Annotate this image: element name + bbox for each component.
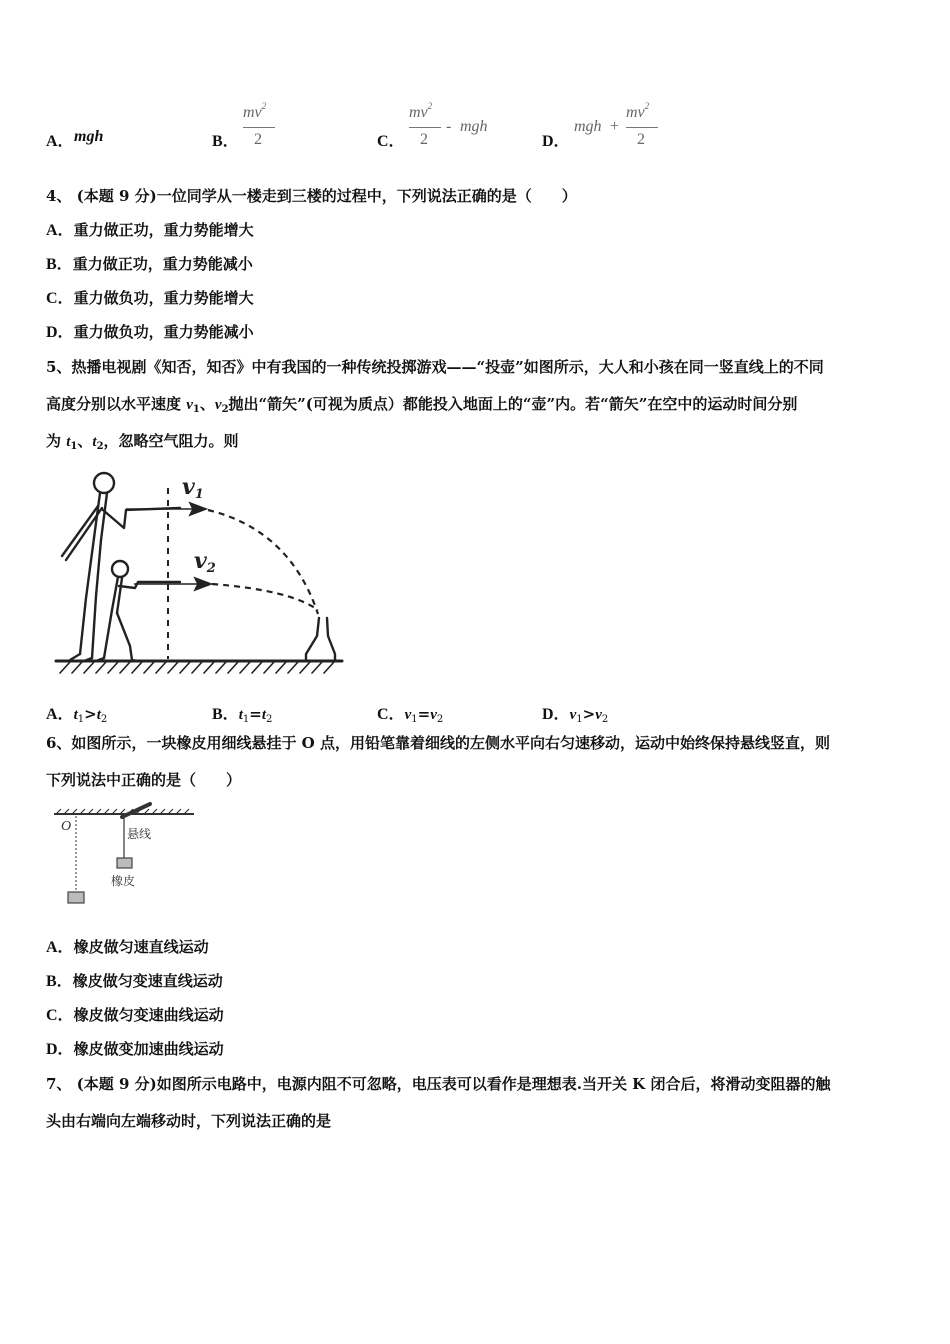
q3-option-c-minus: -: [446, 118, 452, 135]
q4-option-c: C．重力做负功，重力势能增大: [46, 289, 254, 307]
q3-option-a-expr: mgh: [74, 128, 104, 145]
q3-option-c-tail: mgh: [460, 118, 488, 135]
q5-stem-line3: 为 $t_1$、$t_2$，忽略空气阻力。则: [46, 432, 239, 452]
q6-figure: [50, 800, 200, 910]
q3-option-b-label: B．: [212, 133, 239, 150]
q3-option-c-fraction: $mv^2$ 2: [409, 104, 443, 152]
q6-option-d: D．橡皮做变加速曲线运动: [46, 1040, 224, 1058]
q5-option-d: D．$v_1>v_2$: [542, 705, 609, 725]
q7-stem-line2: 头由右端向左端移动时，下列说法正确的是: [46, 1112, 332, 1130]
q5-option-c: C．$v_1=v_2$: [377, 705, 444, 725]
q3-option-a-label: A．: [46, 133, 74, 150]
q6-fig-string-label: 悬线: [127, 827, 152, 841]
q7-stem-line1: 7、 (本题 9 分)如图所示电路中，电源内阻不可忽略，电压表可以看作是理想表.当开关 K 闭合后，将滑动变阻器的触: [46, 1075, 831, 1093]
q3-option-b-fraction: $mv^2$ 2: [243, 104, 277, 152]
q5-fig-v2-label: v2: [194, 548, 216, 576]
q3-option-d-label: D．: [542, 133, 570, 150]
q6-stem-line2: 下列说法中正确的是（ ）: [46, 771, 242, 789]
q5-option-a: A．$t_1>t_2$: [46, 705, 108, 725]
q4-option-a: A．重力做正功，重力势能增大: [46, 221, 254, 239]
q5-figure: [50, 468, 350, 683]
q3-option-c-label: C．: [377, 133, 405, 150]
q3-option-d-plus: +: [610, 118, 620, 135]
q4-stem: 4、 (本题 9 分)一位同学从一楼走到三楼的过程中，下列说法正确的是（ ）: [46, 187, 577, 205]
q4-option-b: B．重力做正功，重力势能减小: [46, 255, 253, 273]
q6-fig-o-label: O: [61, 819, 72, 834]
q5-stem-line2: 高度分别以水平速度 $v_1$、$v_2$抛出“箭矢”(可视为质点）都能投入地面上的“壶”内。若“箭矢”在空中的运动时间分别: [46, 395, 798, 415]
q6-option-b: B．橡皮做匀变速直线运动: [46, 972, 223, 990]
q5-option-b: B．$t_1=t_2$: [212, 705, 273, 725]
q6-stem-line1: 6、如图所示，一块橡皮用细线悬挂于 O 点，用铅笔靠着细线的左侧水平向右匀速移动，运动中始终保持悬线竖直，则: [46, 734, 830, 752]
q4-option-d: D．重力做负功，重力势能减小: [46, 323, 254, 341]
q6-option-a: A．橡皮做匀速直线运动: [46, 938, 209, 956]
q3-option-d-fraction: $mv^2$ 2: [626, 104, 660, 152]
q3-option-d-lead: mgh: [574, 118, 602, 135]
q6-fig-eraser-label: 橡皮: [111, 874, 136, 888]
q6-option-c: C．橡皮做匀变速曲线运动: [46, 1006, 224, 1024]
q5-stem-line1: 5、热播电视剧《知否，知否》中有我国的一种传统投掷游戏——“投壶”如图所示，大人和小孩在同一竖直线上的不同: [46, 358, 824, 376]
q5-fig-v1-label: v1: [182, 474, 204, 502]
